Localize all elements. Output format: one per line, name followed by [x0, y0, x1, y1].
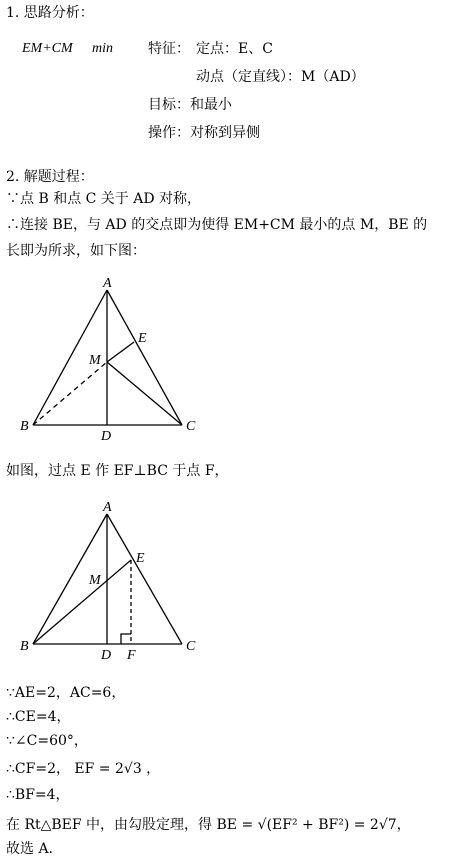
- triangle-figure-2: [0, 496, 454, 666]
- step-5: ∴BF=4，: [6, 787, 70, 803]
- fixed-points: 定点：E、C: [196, 41, 273, 57]
- label-e: E: [138, 331, 147, 346]
- step-7: 故选 A.: [6, 841, 54, 857]
- step-3: ∵∠C=60°，: [6, 733, 88, 749]
- label-a: A: [103, 276, 112, 291]
- step-4: ∴CF=2， EF = 2√3 ，: [6, 761, 161, 777]
- step-2: ∴CE=4，: [6, 709, 71, 725]
- solution-line-4: 如图，过点 E 作 EF⊥BC 于点 F，: [6, 463, 229, 479]
- expression-left: EM+CM: [22, 41, 73, 56]
- solution-heading: 2. 解题过程：: [6, 169, 94, 185]
- solution-line-2: ∴连接 BE，与 AD 的交点即为使得 EM+CM 最小的点 M，BE 的: [6, 217, 428, 233]
- label-m: M: [89, 573, 101, 588]
- label-m: M: [89, 353, 101, 368]
- step-1: ∵AE=2，AC=6，: [6, 685, 126, 701]
- feature-label: 特征：: [148, 41, 190, 57]
- label-b: B: [20, 419, 29, 434]
- label-c: C: [186, 419, 196, 434]
- label-a: A: [103, 500, 112, 515]
- solution-line-3: 长即为所求，如下图：: [6, 243, 146, 259]
- label-d: D: [101, 648, 112, 663]
- triangle-figure-1: [0, 276, 454, 456]
- expression-right: min: [92, 41, 113, 56]
- goal-line: 目标：和最小: [148, 97, 232, 113]
- operation-line: 操作：对称到异侧: [148, 125, 260, 141]
- label-b: B: [20, 639, 29, 654]
- label-f: F: [127, 648, 136, 663]
- moving-point: 动点（定直线）：M（AD）: [196, 69, 365, 85]
- label-d: D: [101, 429, 112, 444]
- analysis-heading: 1. 思路分析：: [6, 5, 94, 21]
- label-c: C: [186, 639, 196, 654]
- step-6: 在 Rt△BEF 中，由勾股定理，得 BE = √(EF² + BF²) = 2√7，: [6, 817, 411, 833]
- label-e: E: [136, 551, 145, 566]
- solution-line-1: ∵点 B 和点 C 关于 AD 对称，: [6, 191, 202, 207]
